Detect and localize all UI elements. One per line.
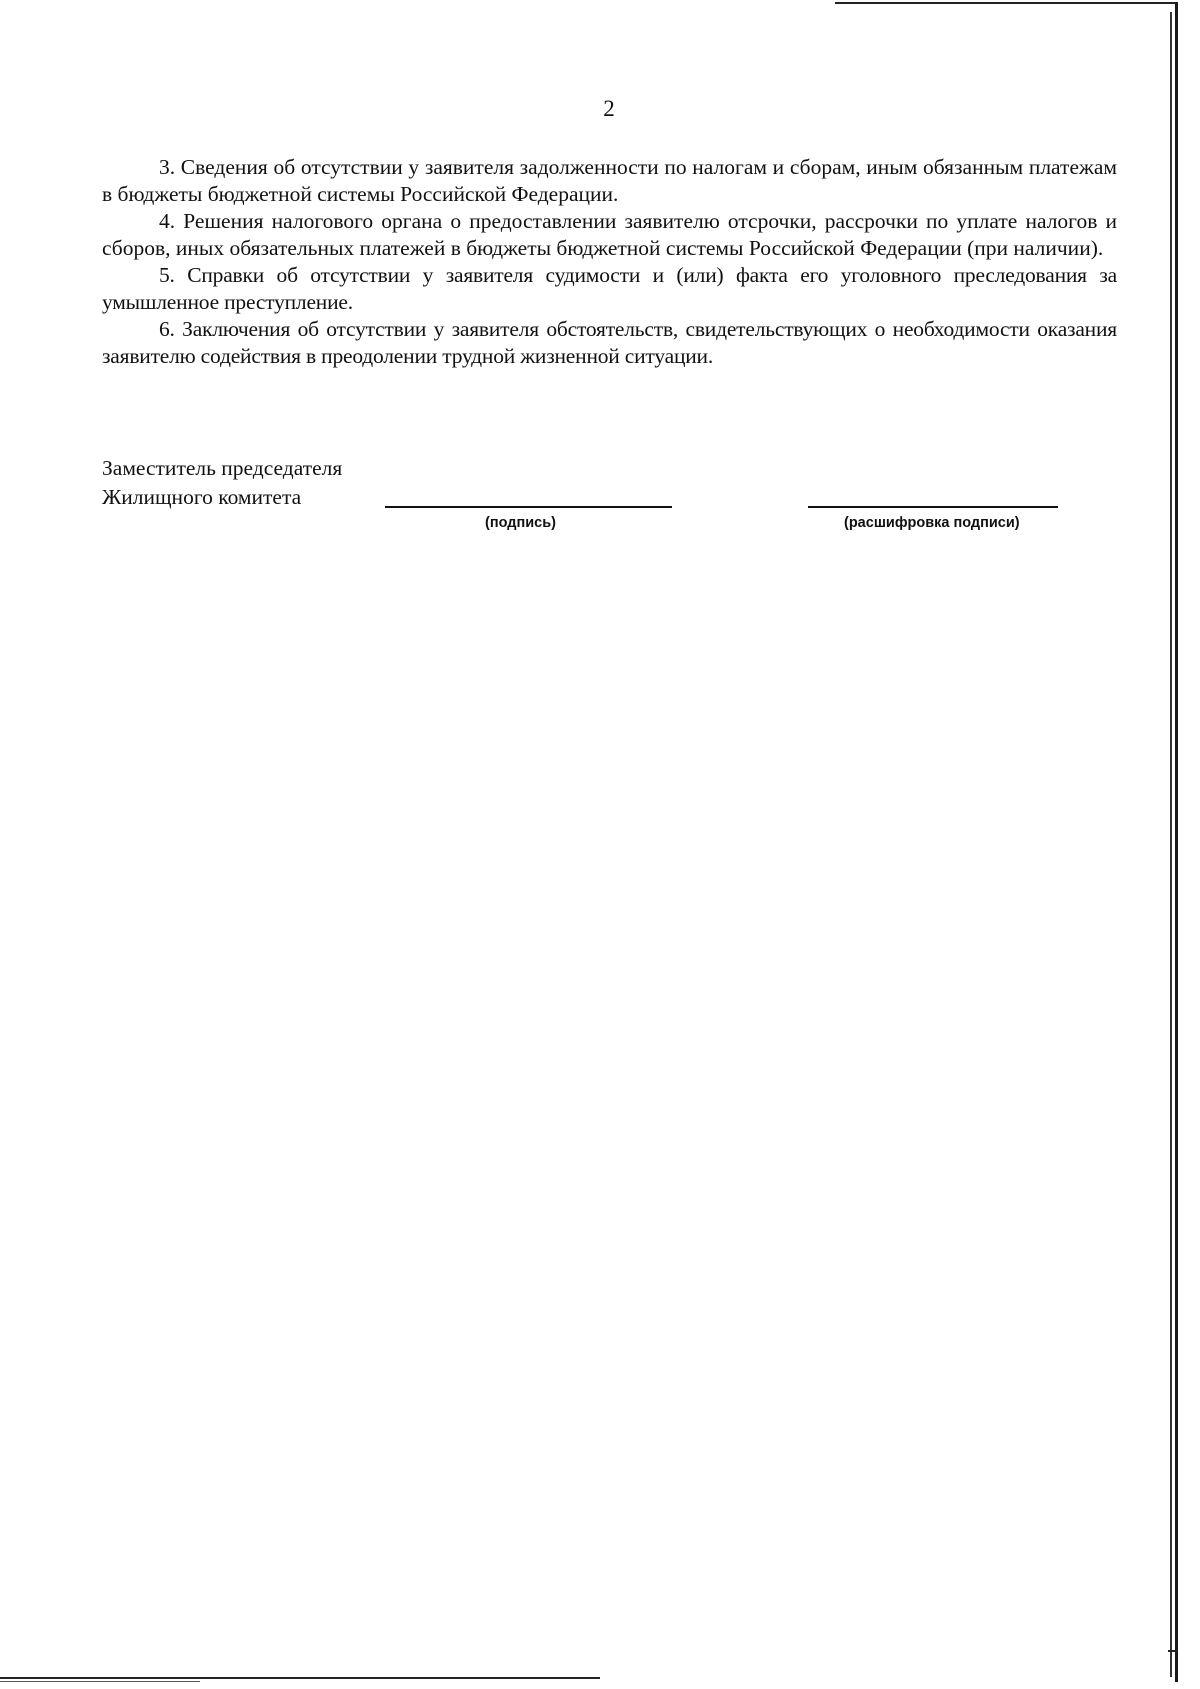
paragraph-5: 5. Справки об отсутствии у заявителя судимости и (или) факта его уголовного преследования за умышленное преступление. xyxy=(102,263,1117,314)
scan-border-tick xyxy=(1168,1650,1178,1652)
signatory-position xyxy=(102,454,342,512)
name-decoding-line xyxy=(808,506,1058,508)
signature-caption: (подпись) xyxy=(485,515,556,531)
page-number: 2 xyxy=(603,96,615,121)
paragraph-3: 3. Сведения об отсутствии у заявителя задолженности по налогам и сборам, иным обязанным платежам в бюджеты бюджетной системы Российской Федерации. xyxy=(102,155,1117,206)
signatory-position-line-2: Жилищного комитета xyxy=(102,485,302,509)
name-decoding-caption: (расшифровка подписи) xyxy=(844,515,1020,531)
signature-line xyxy=(385,506,672,508)
scan-border-bottom xyxy=(0,1677,600,1679)
scan-border-right-outer xyxy=(1175,2,1178,1682)
scan-border-bottom-secondary xyxy=(0,1681,200,1682)
paragraph-4: 4. Решения налогового органа о предоставлении заявителю отсрочки, рассрочки по уплате налогов и сборов, иных обязательных платежей в бюджеты бюджетной системы Российской Федерации (при наличии). xyxy=(102,209,1117,260)
signatory-position-line-1: Заместитель председателя xyxy=(102,456,343,480)
paragraph-6: 6. Заключения об отсутствии у заявителя обстоятельств, свидетельствующих о необходимости оказания заявителю содействия в преодолении трудной жизненной ситуации. xyxy=(102,317,1117,368)
scan-border-top xyxy=(835,2,1175,4)
document-body xyxy=(102,154,1117,370)
scan-border-right-inner xyxy=(1170,12,1172,1677)
